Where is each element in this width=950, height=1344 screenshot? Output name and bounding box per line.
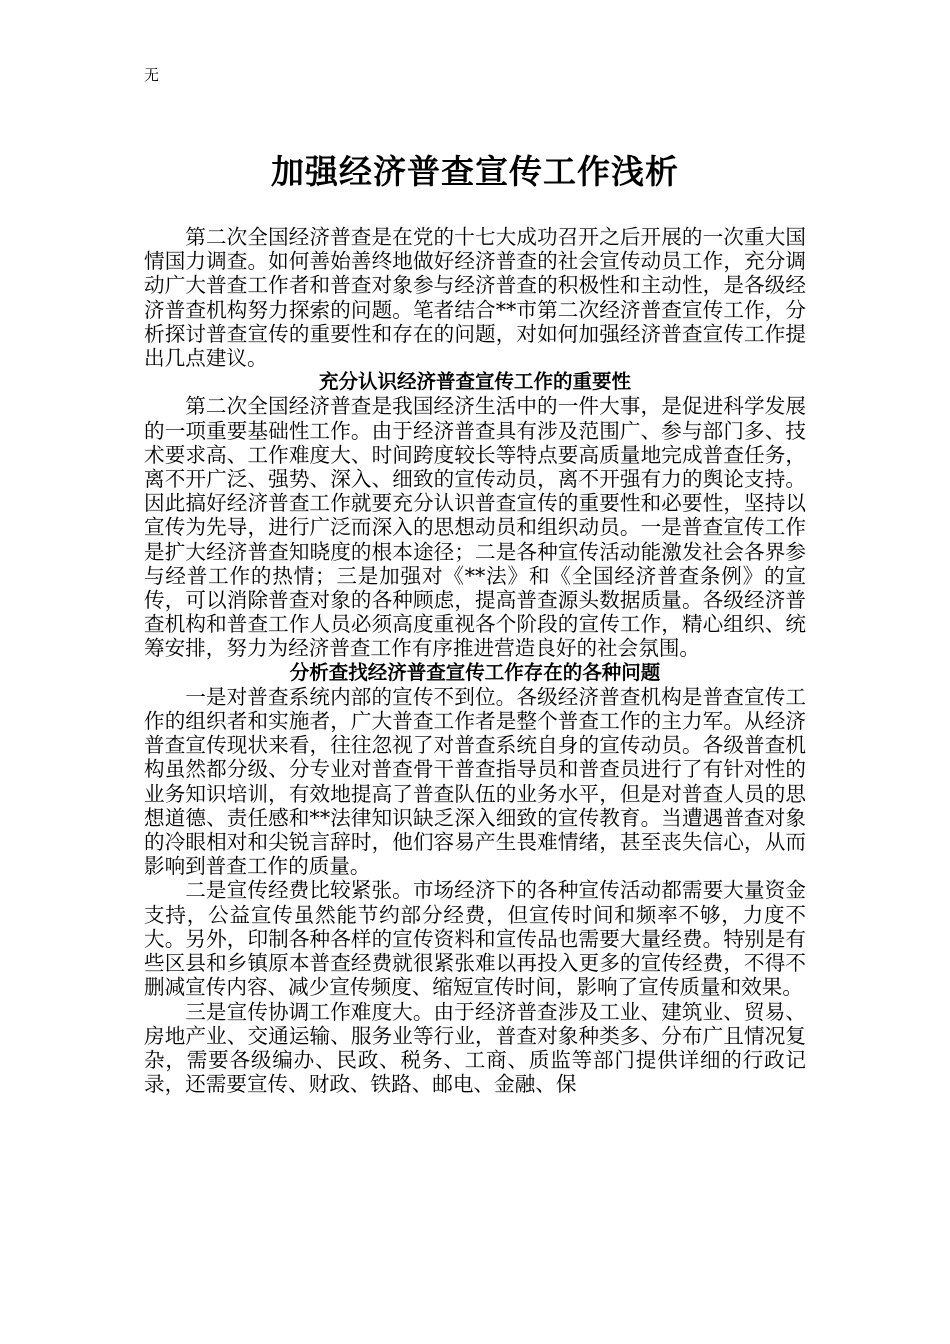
problem-paragraph-2: 二是宣传经费比较紧张。市场经济下的各种宣传活动都需要大量资金支持，公益宣传虽然能节约部分经费，但宣传时间和频率不够，力度不大。另外，印制各种各样的宣传资料和宣传品也需要大量经费。特别是有些区县和乡镇原本普查经费就很紧张难以再投入更多的宣传经费，不得不删减宣传内容、减少宣传频度、缩短宣传时间，影响了宣传质量和效果。	[144, 878, 806, 1000]
header-mark: 无	[144, 66, 160, 84]
section-heading-problems: 分析查找经济普查宣传工作存在的各种问题	[289, 660, 661, 684]
problem-paragraph-3: 三是宣传协调工作难度大。由于经济普查涉及工业、建筑业、贸易、房地产业、交通运输、服务业等行业，普查对象种类多、分布广且情况复杂，需要各级编办、民政、税务、工商、质监等部门提供详细的行政记录，还需要宣传、财政、铁路、邮电、金融、保	[144, 999, 806, 1097]
importance-paragraph: 第二次全国经济普查是我国经济生活中的一件大事，是促进科学发展的一项重要基础性工作。由于经济普查具有涉及范围广、参与部门多、技术要求高、工作难度大、时间跨度较长等特点要高质量地完成普查任务，离不开广泛、强势、深入、细致的宣传动员，离不开强有力的舆论支持。因此搞好经济普查工作就要充分认识普查宣传的重要性和必要性，坚持以宣传为先导，进行广泛而深入的思想动员和组织动员。一是普查宣传工作是扩大经济普查知晓度的根本途径；二是各种宣传活动能激发社会各界参与经普工作的热情；三是加强对《**法》和《全国经济普查条例》的宣传，可以消除普查对象的各种顾虑，提高普查源头数据质量。各级经济普查机构和普查工作人员必须高度重视各个阶段的宣传工作，精心组织、统筹安排，努力为经济普查工作有序推进营造良好的社会氛围。	[144, 394, 806, 661]
problem-paragraph-1: 一是对普查系统内部的宣传不到位。各级经济普查机构是普查宣传工作的组织者和实施者，广大普查工作者是整个普查工作的主力军。从经济普查宣传现状来看，往往忽视了对普查系统自身的宣传动员。各级普查机构虽然都分级、分专业对普查骨干普查指导员和普查员进行了有针对性的业务知识培训，有效地提高了普查队伍的业务水平，但是对普查人员的思想道德、责任感和**法律知识缺乏深入细致的宣传教育。当遭遇普查对象的冷眼相对和尖锐言辞时，他们容易产生畏难情绪，甚至丧失信心，从而影响到普查工作的质量。	[144, 684, 806, 879]
document-title: 加强经济普查宣传工作浅析	[271, 152, 679, 192]
document-body	[144, 225, 806, 1096]
intro-paragraph: 第二次全国经济普查是在党的十七大成功召开之后开展的一次重大国情国力调查。如何善始善终地做好经济普查的社会宣传动员工作，充分调动广大普查工作者和普查对象参与经济普查的积极性和主动性，是各级经济普查机构努力探索的问题。笔者结合**市第二次经济普查宣传工作，分析探讨普查宣传的重要性和存在的问题，对如何加强经济普查宣传工作提出几点建议。	[144, 225, 806, 371]
section-heading-importance: 充分认识经济普查宣传工作的重要性	[318, 370, 631, 394]
